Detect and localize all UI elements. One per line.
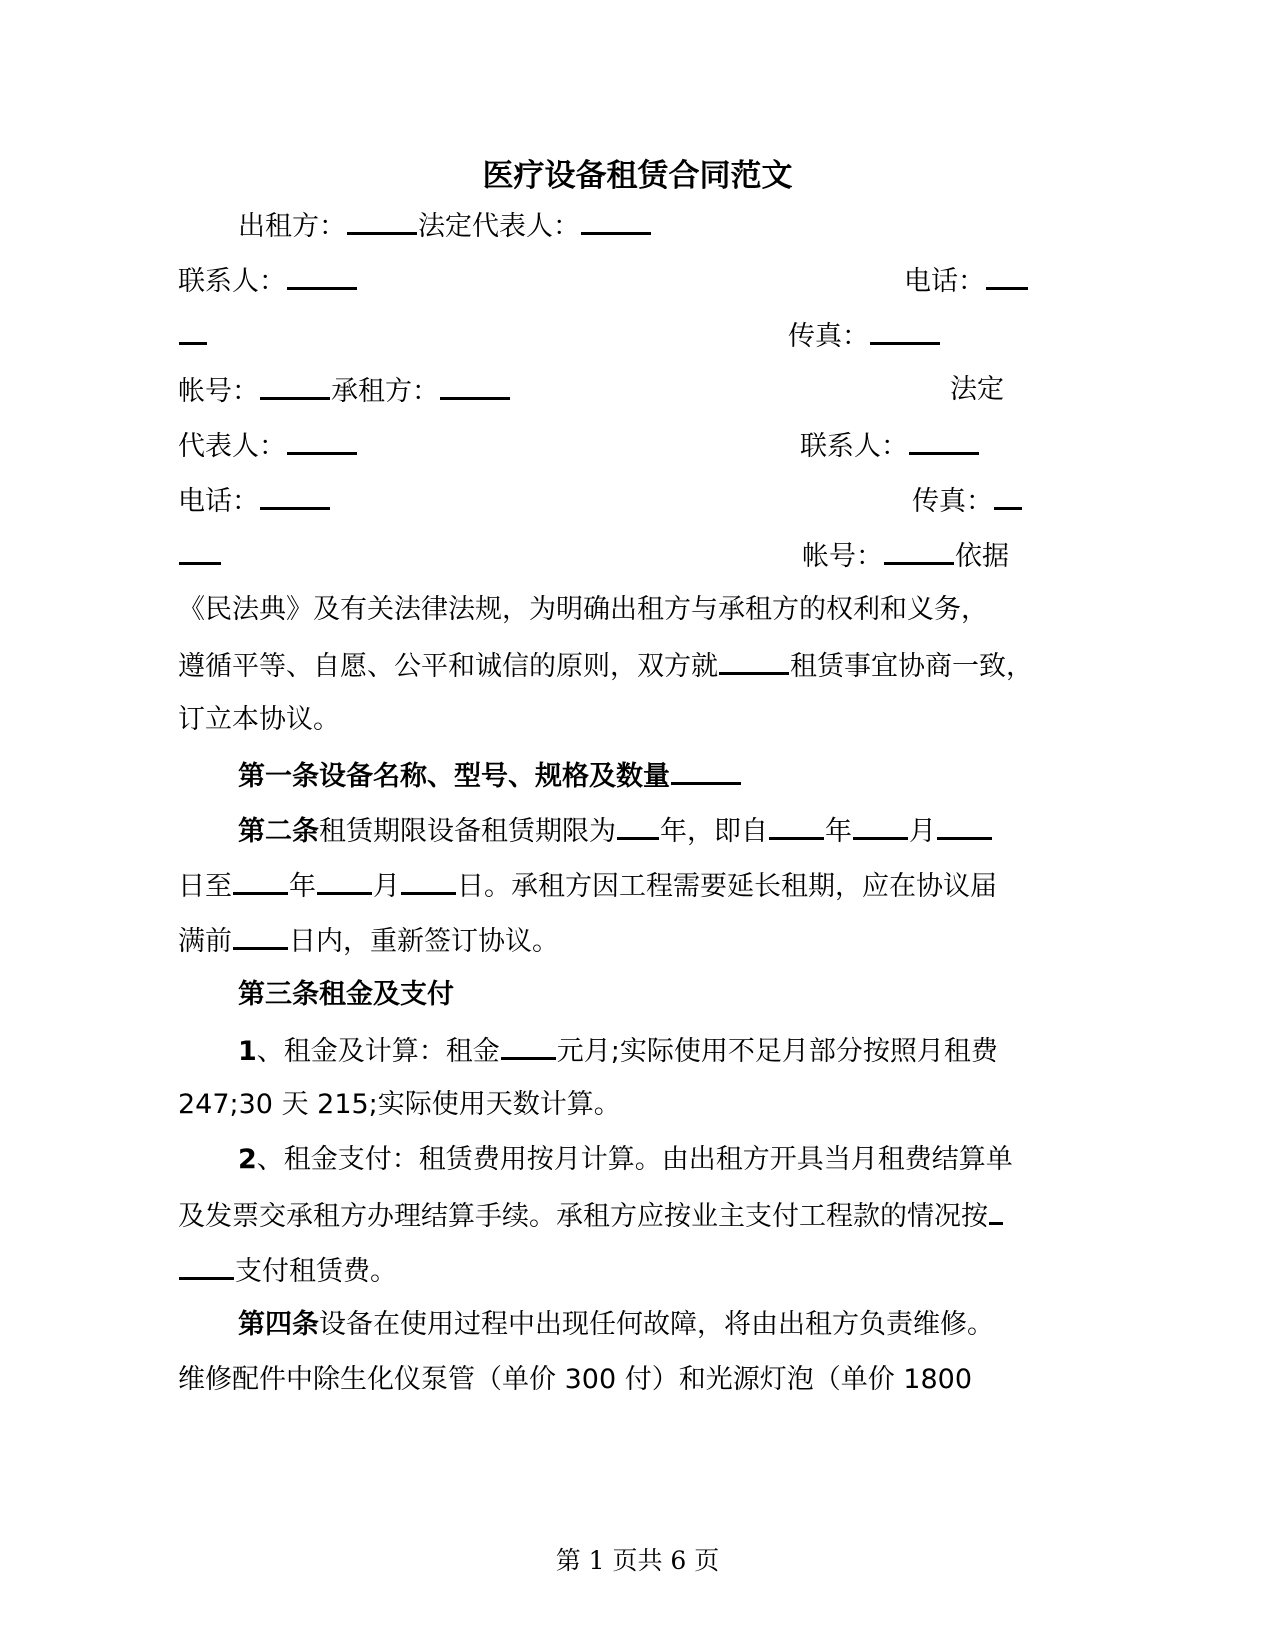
account2-label: 帐号： bbox=[802, 541, 883, 572]
article-3-item-1-line-2: 247;30 天 215;实际使用天数计算。 bbox=[178, 1089, 621, 1120]
article-2-heading: 第二条 bbox=[238, 816, 319, 847]
article-text: 月 bbox=[909, 816, 936, 847]
account-line bbox=[178, 373, 511, 409]
phone-label: 电话： bbox=[904, 266, 985, 297]
blank-field bbox=[179, 538, 221, 565]
fax-label: 传真： bbox=[788, 321, 869, 352]
page-number: 第 1 页共 6 页 bbox=[555, 1546, 720, 1575]
article-4-line-2: 维修配件中除生化仪泵管（单价 300 付）和光源灯泡（单价 1800 bbox=[178, 1364, 972, 1395]
fax2-label: 传真： bbox=[912, 486, 993, 517]
blank-field bbox=[287, 428, 357, 455]
legal-rep-line bbox=[178, 428, 358, 464]
article-2-line-1 bbox=[238, 813, 993, 849]
contact2-line bbox=[800, 428, 980, 464]
blank-field bbox=[317, 868, 372, 895]
article-text: 年 bbox=[289, 871, 316, 902]
article-3-item-2-line-3 bbox=[178, 1253, 397, 1289]
blank-field bbox=[501, 1033, 556, 1060]
contact-line bbox=[178, 263, 358, 299]
article-text: 、租金支付：租赁费用按月计算。由出租方开具当月租费结算单 bbox=[256, 1144, 1013, 1175]
phone2-line bbox=[178, 483, 331, 519]
basis-start: 依据 bbox=[955, 541, 1009, 572]
article-1 bbox=[238, 758, 742, 794]
lessee-label: 承租方： bbox=[331, 376, 439, 407]
blank-field bbox=[853, 813, 908, 840]
article-text: 月 bbox=[373, 871, 400, 902]
blank-field bbox=[233, 868, 288, 895]
blank-field bbox=[233, 923, 288, 950]
article-2-line-3 bbox=[178, 923, 559, 959]
article-text: 满前 bbox=[178, 926, 232, 957]
article-text: 支付租赁费。 bbox=[235, 1256, 397, 1287]
article-text: 及发票交承租方办理结算手续。承租方应按业主支付工程款的情况按 bbox=[178, 1201, 988, 1232]
preamble-line-3: 订立本协议。 bbox=[178, 704, 340, 735]
article-1-heading: 第一条设备名称、型号、规格及数量 bbox=[238, 761, 670, 792]
article-text: 年 bbox=[825, 816, 852, 847]
blank-field bbox=[989, 1198, 1003, 1225]
article-2-line-2 bbox=[178, 868, 997, 904]
blank-field bbox=[401, 868, 456, 895]
blank-field bbox=[986, 263, 1028, 290]
article-text: 租赁期限设备租赁期限为 bbox=[319, 816, 616, 847]
article-4-heading: 第四条 bbox=[238, 1309, 319, 1340]
article-text: 日。承租方因工程需要延长租期，应在协议届 bbox=[457, 871, 997, 902]
article-3-item-2-line-2 bbox=[178, 1198, 1004, 1234]
lessor-label: 出租方： bbox=[238, 211, 346, 242]
article-text: 日至 bbox=[178, 871, 232, 902]
contact-label: 联系人： bbox=[178, 266, 286, 297]
fax2-line bbox=[912, 483, 1023, 519]
article-3-heading: 第三条租金及支付 bbox=[238, 979, 454, 1010]
article-3-item-2 bbox=[238, 1143, 1013, 1177]
blank-field bbox=[179, 1253, 234, 1280]
blank-field bbox=[671, 758, 741, 785]
blank-continuation bbox=[178, 318, 208, 354]
blank-field bbox=[179, 318, 207, 345]
blank-field bbox=[347, 208, 417, 235]
article-4-line-1 bbox=[238, 1308, 994, 1342]
legal-rep-part1: 法定 bbox=[950, 374, 1004, 405]
article-text: 年，即自 bbox=[660, 816, 768, 847]
article-text: 、租金及计算：租金 bbox=[256, 1036, 500, 1067]
phone-line bbox=[904, 263, 1029, 299]
article-text: 日内，重新签订协议。 bbox=[289, 926, 559, 957]
item-number: 1 bbox=[238, 1036, 257, 1067]
article-text: 元月;实际使用不足月部分按照月租费 bbox=[556, 1036, 998, 1067]
blank-field bbox=[937, 813, 992, 840]
article-text: 设备在使用过程中出现任何故障，将由出租方负责维修。 bbox=[319, 1309, 994, 1340]
blank-field bbox=[260, 483, 330, 510]
account2-line bbox=[802, 538, 1009, 574]
preamble-line-1: 《民法典》及有关法律法规，为明确出租方与承租方的权利和义务， bbox=[178, 594, 988, 625]
blank-field bbox=[769, 813, 824, 840]
blank-field bbox=[719, 648, 789, 675]
phone2-label: 电话： bbox=[178, 486, 259, 517]
document-title: 医疗设备租赁合同范文 bbox=[482, 158, 793, 194]
preamble-line-2 bbox=[178, 648, 1033, 684]
lessor-line bbox=[238, 208, 652, 244]
preamble-text: 遵循平等、自愿、公平和诚信的原则，双方就 bbox=[178, 651, 718, 682]
blank-field bbox=[870, 318, 940, 345]
blank-field bbox=[884, 538, 954, 565]
blank-continuation-2 bbox=[178, 538, 222, 574]
legal-rep-label: 法定代表人： bbox=[418, 211, 580, 242]
blank-field bbox=[994, 483, 1022, 510]
blank-field bbox=[617, 813, 659, 840]
item-number: 2 bbox=[238, 1144, 257, 1175]
blank-field bbox=[440, 373, 510, 400]
legal-rep-label-2: 代表人： bbox=[178, 431, 286, 462]
article-3-item-1 bbox=[238, 1033, 998, 1069]
preamble-text: 租赁事宜协商一致， bbox=[790, 651, 1033, 682]
blank-field bbox=[287, 263, 357, 290]
blank-field bbox=[260, 373, 330, 400]
blank-field bbox=[909, 428, 979, 455]
fax-line bbox=[788, 318, 941, 354]
blank-field bbox=[581, 208, 651, 235]
contact2-label: 联系人： bbox=[800, 431, 908, 462]
account-label: 帐号： bbox=[178, 376, 259, 407]
